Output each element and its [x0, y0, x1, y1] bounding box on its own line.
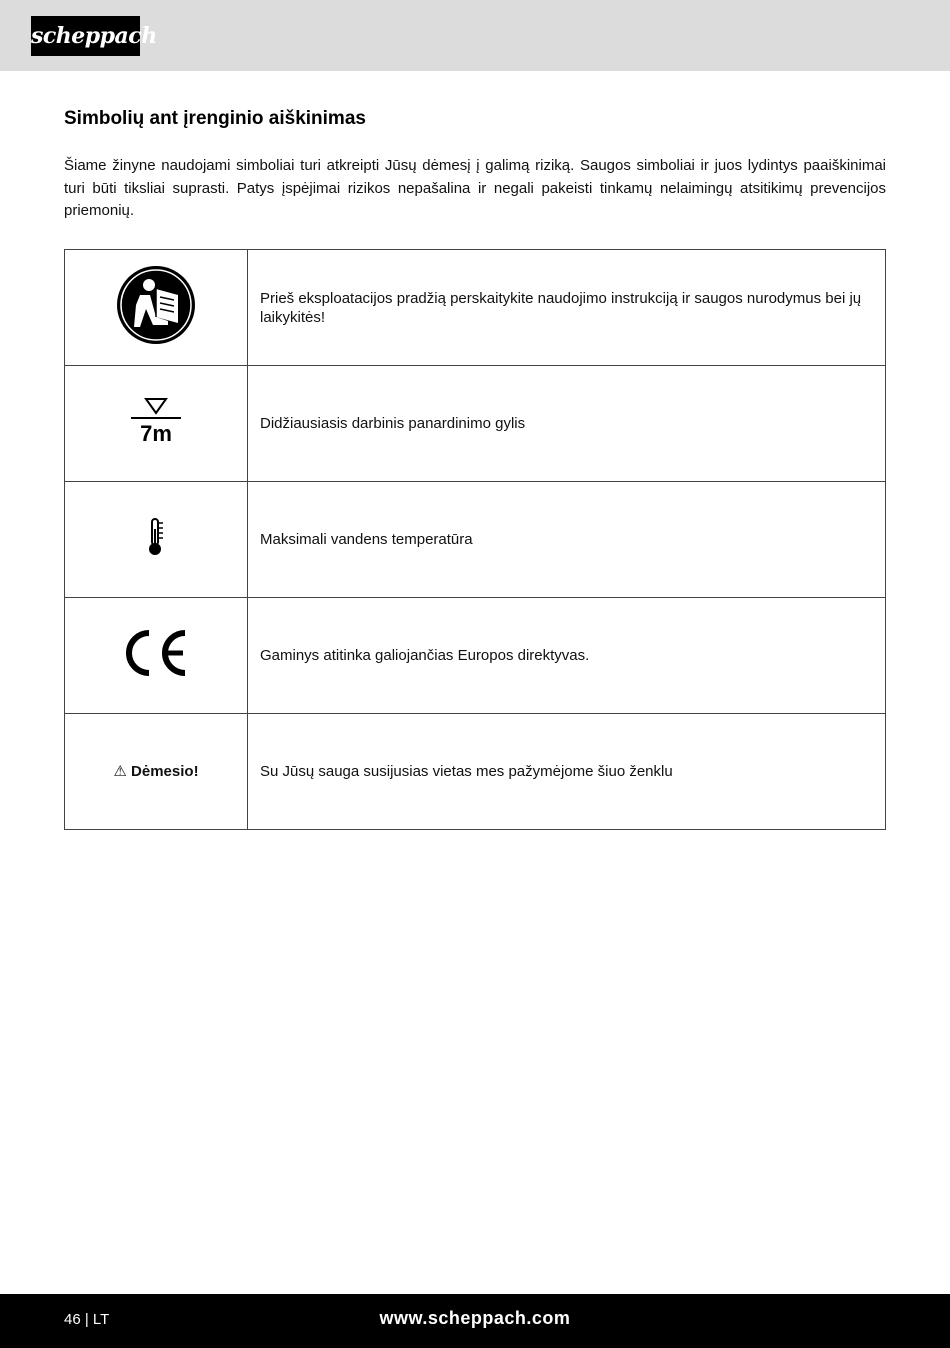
description-cell: Su Jūsų sauga susijusias vietas mes pažymėjome šiuo ženklu — [248, 714, 886, 830]
table-row — [65, 366, 886, 482]
website-link[interactable]: www.scheppach.com — [379, 1308, 571, 1328]
intro-paragraph: Šiame žinyne naudojami simboliai turi atkreipti Jūsų dėmesį į galimą riziką. Saugos simboliai ir juos lydintys paaiškinimai turi būti tiksliai suprasti. Patys įspėjimai rizikos nepašalina ir negali pakeisti tinkamų nelaimingų atsitikimų prevencijos priemonių. — [64, 157, 886, 219]
read-manual-icon — [116, 265, 196, 345]
description-cell: Prieš eksploatacijos pradžią perskaitykite naudojimo instrukciją ir saugos nurodymus bei jų laikykitės! — [248, 250, 886, 366]
immersion-depth-icon — [126, 393, 186, 449]
description-cell: Gaminys atitinka galiojančias Europos direktyvas. — [248, 598, 886, 714]
description-cell: Maksimali vandens temperatūra — [248, 482, 886, 598]
symbol-cell — [65, 714, 248, 830]
symbol-cell — [65, 366, 248, 482]
ce-mark-icon — [123, 629, 189, 677]
header-bar — [0, 0, 950, 71]
page-title: Simbolių ant įrenginio aiškinimas — [64, 108, 366, 129]
table-row — [65, 598, 886, 714]
symbol-cell — [65, 482, 248, 598]
warning-triangle-icon: ⚠ Dėmesio! — [113, 763, 199, 780]
table-row — [65, 250, 886, 366]
description-cell: Didžiausiasis darbinis panardinimo gylis — [248, 366, 886, 482]
symbol-cell — [65, 598, 248, 714]
footer-bar — [0, 1294, 950, 1348]
symbol-cell — [65, 250, 248, 366]
table-row — [65, 714, 886, 830]
brand-logo: scheppach — [31, 16, 140, 56]
depth-label: 7m — [140, 421, 172, 446]
page-number: 46 | LT — [64, 1311, 110, 1328]
table-row — [65, 482, 886, 598]
symbols-table — [64, 249, 886, 830]
thermometer-icon — [146, 517, 166, 557]
